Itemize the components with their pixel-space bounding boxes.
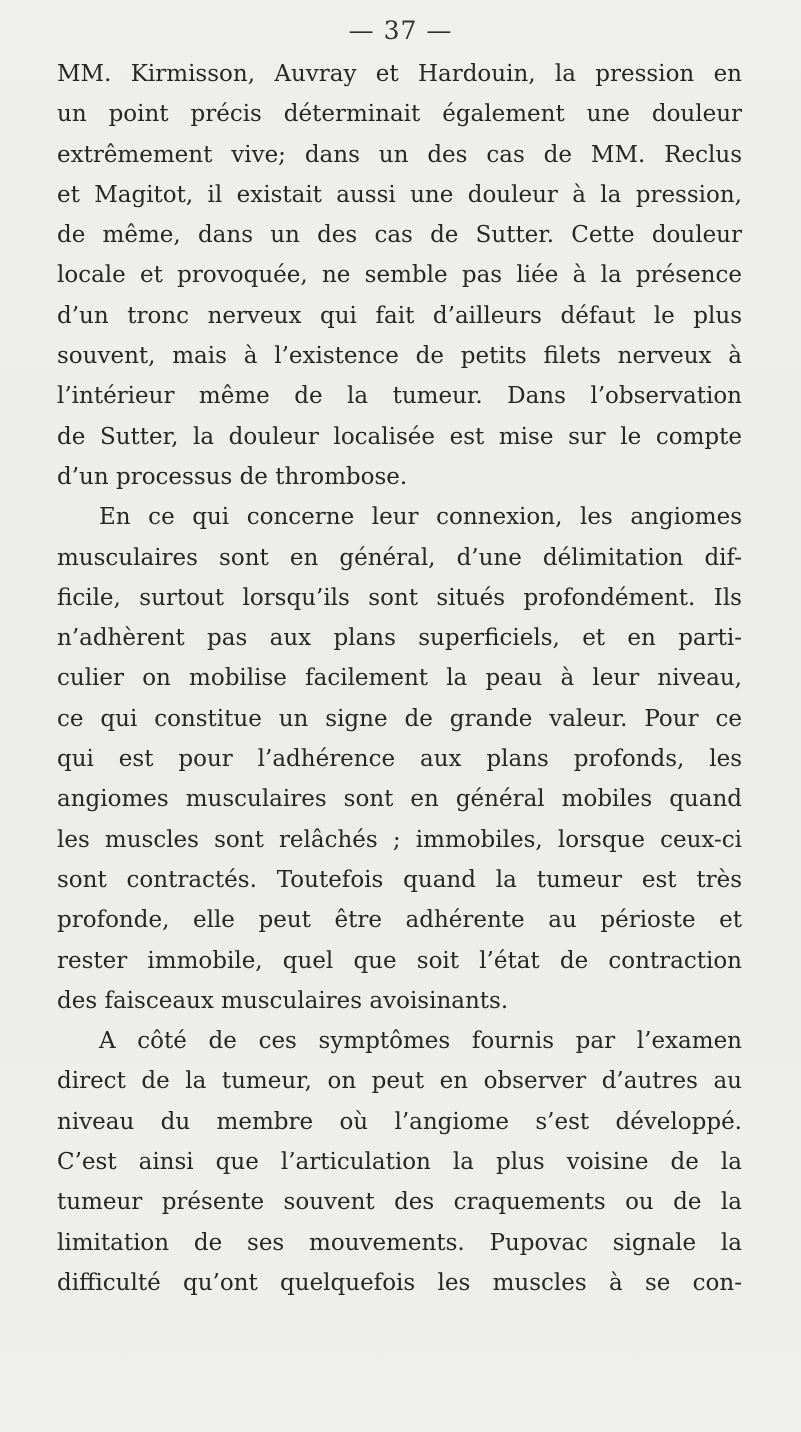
text-line: limitation de ses mouvements. Pupovac signale la <box>57 1229 742 1256</box>
text-line: musculaires sont en général, d’une délimitation dif- <box>57 544 742 571</box>
text-line: l’intérieur même de la tumeur. Dans l’observation <box>57 383 742 410</box>
text-line: angiomes musculaires sont en général mobiles quand <box>57 786 742 813</box>
text-line: direct de la tumeur, on peut en observer d’autres au <box>57 1068 742 1095</box>
text-line: un point précis déterminait également une douleur <box>57 101 742 128</box>
text-line: ce qui constitue un signe de grande valeur. Pour ce <box>57 705 742 732</box>
text-line: souvent, mais à l’existence de petits filets nerveux à <box>57 343 742 370</box>
text-line: culier on mobilise facilement la peau à leur niveau, <box>57 665 742 692</box>
text-line: de même, dans un des cas de Sutter. Cette douleur <box>57 222 742 249</box>
text-line: les muscles sont relâchés ; immobiles, lorsque ceux-ci <box>57 826 742 853</box>
paragraph-end-line: des faisceaux musculaires avoisinants. <box>57 987 509 1014</box>
text-line: et Magitot, il existait aussi une douleur à la pression, <box>57 181 742 208</box>
paragraph-start-line: En ce qui concerne leur connexion, les angiomes <box>99 504 742 531</box>
text-line: d’un tronc nerveux qui fait d’ailleurs défaut le plus <box>57 302 742 329</box>
text-line: locale et provoquée, ne semble pas liée à la présence <box>57 262 742 289</box>
page-number: — 37 — <box>348 16 453 45</box>
text-line: rester immobile, quel que soit l’état de contraction <box>57 947 742 974</box>
text-line: profonde, elle peut être adhérente au périoste et <box>57 907 742 934</box>
paragraph-start-line: A côté de ces symptômes fournis par l’examen <box>99 1028 742 1055</box>
text-line: extrêmement vive; dans un des cas de MM. Reclus <box>57 141 742 168</box>
text-line: niveau du membre où l’angiome s’est développé. <box>57 1108 742 1135</box>
paragraph-end-line: d’un processus de thrombose. <box>57 463 408 490</box>
text-line: C’est ainsi que l’articulation la plus voisine de la <box>57 1149 742 1176</box>
text-line: n’adhèrent pas aux plans superficiels, et en parti- <box>57 625 742 652</box>
text-line: ficile, surtout lorsqu’ils sont situés profondément. Ils <box>57 584 742 611</box>
text-line: de Sutter, la douleur localisée est mise sur le compte <box>57 423 742 450</box>
text-line: qui est pour l’adhérence aux plans profonds, les <box>57 746 742 773</box>
text-line: difficulté qu’ont quelquefois les muscles à se con- <box>57 1269 742 1296</box>
text-line: MM. Kirmisson, Auvray et Hardouin, la pression en <box>57 61 742 87</box>
body-text <box>57 54 742 1303</box>
text-line: sont contractés. Toutefois quand la tumeur est très <box>57 866 742 893</box>
text-line: tumeur présente souvent des craquements ou de la <box>57 1189 742 1216</box>
